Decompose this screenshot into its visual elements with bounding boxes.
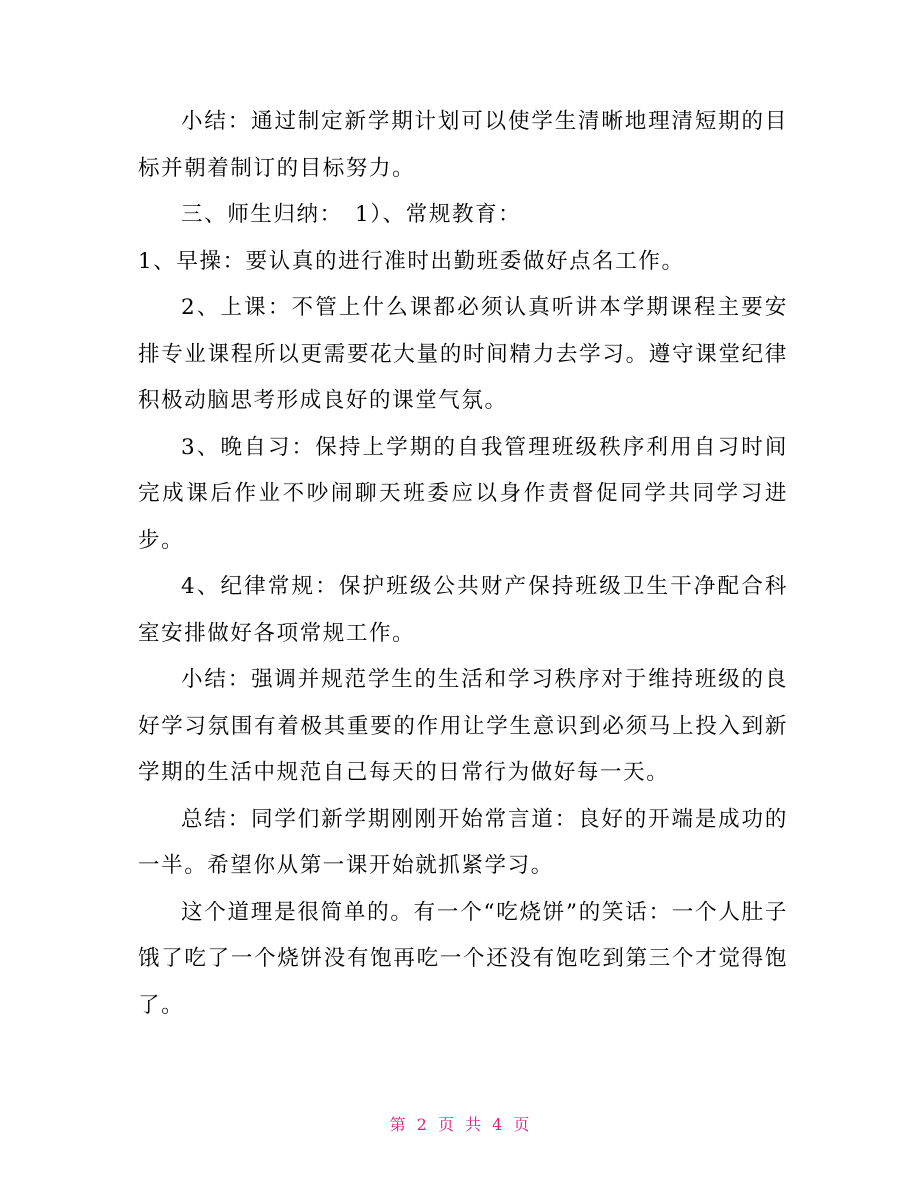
paragraph-discipline: 4、纪律常规：保护班级公共财产保持班级卫生干净配合科室安排做好各项常规工作。 [138, 574, 788, 646]
paragraph-section-three: 三、师生归纳： 1）、常规教育： [181, 202, 522, 227]
document-body [138, 99, 788, 1029]
paragraph-summary-plan: 小结：通过制定新学期计划可以使学生清晰地理清短期的目标并朝着制订的目标努力。 [138, 109, 788, 181]
paragraph-pancake-story: 这个道理是很简单的。有一个“吃烧饼”的笑话：一个人肚子饿了吃了一个烧饼没有饱再吃一个还没有饱吃到第三个才觉得饱了。 [138, 899, 788, 1018]
paragraph-class: 2、上课：不管上什么课都必须认真听讲本学期课程主要安排专业课程所以更需要花大量的时间精力去学习。遵守课堂纪律积极动脑思考形成良好的课堂气氛。 [138, 295, 788, 413]
paragraph-conclusion: 总结：同学们新学期刚刚开始常言道：良好的开端是成功的一半。希望你从第一课开始就抓紧学习。 [138, 806, 788, 878]
paragraph-summary-order: 小结：强调并规范学生的生活和学习秩序对于维持班级的良好学习氛围有着极其重要的作用让学生意识到必须马上投入到新学期的生活中规范自己每天的日常行为做好每一天。 [138, 667, 788, 785]
paragraph-morning-exercise: 1、早操：要认真的进行准时出勤班委做好点名工作。 [138, 248, 685, 274]
page-number-footer: 第 2 页 共 4 页 [389, 1115, 531, 1134]
paragraph-evening-study: 3、晚自习：保持上学期的自我管理班级秩序利用自习时间完成课后作业不吵闹聊天班委应以身作责督促同学共同学习进步。 [138, 434, 788, 553]
